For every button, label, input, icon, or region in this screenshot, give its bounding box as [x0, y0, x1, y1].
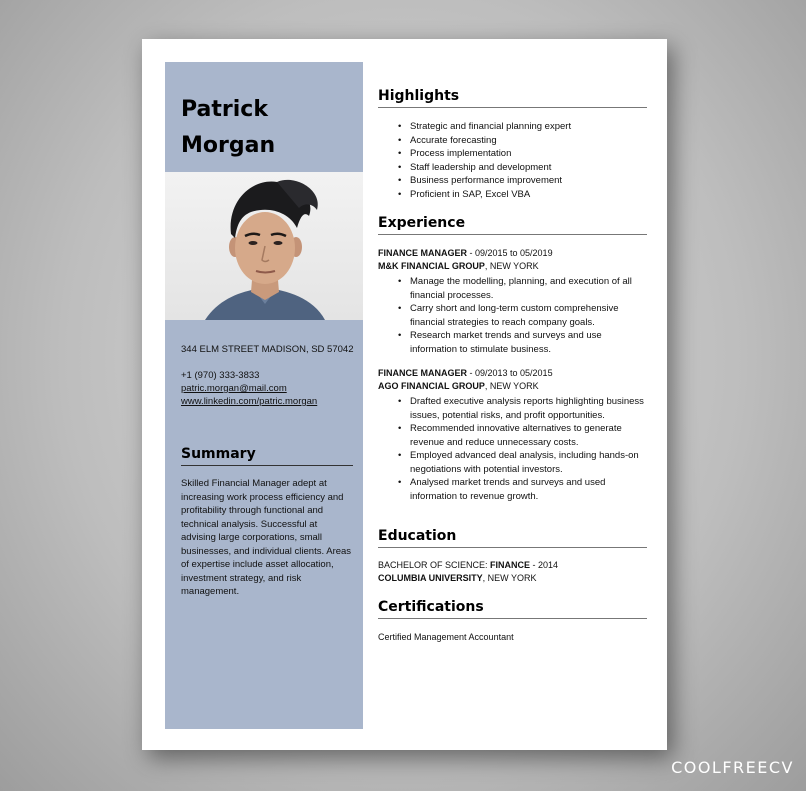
summary-text: Skilled Financial Manager adept at increasing work process efficiency and profitability through functional and technical analysis. Successful at advising large corporations, small businesses, and individual clients. Areas of expertise include asset allocation, investment strategy, and risk management. — [181, 478, 352, 597]
coolfreecv-logo: COOLFREECV — [671, 758, 794, 777]
school-location: , NEW YORK — [482, 573, 537, 583]
phone-number: +1 (970) 333-3833 — [181, 370, 260, 381]
education-school — [378, 572, 537, 585]
job-entry-2 — [378, 367, 648, 393]
resume-sidebar — [165, 62, 363, 729]
list-item: • Analysed market trends and surveys and used information to revenue growth. — [396, 476, 648, 503]
highlights-heading: Highlights — [378, 88, 647, 108]
candidate-first-name: Patrick — [181, 97, 268, 122]
address: 344 ELM STREET MADISON, SD 57042 — [181, 344, 354, 355]
job-title: FINANCE MANAGER — [378, 248, 467, 258]
list-item: • Research market trends and surveys and use information to stimulate business. — [396, 329, 648, 356]
resume-page — [142, 39, 667, 750]
job-company-line — [378, 260, 648, 273]
website-link[interactable] — [181, 396, 356, 408]
profile-portrait-illustration — [165, 172, 363, 320]
list-item: • Carry short and long-term custom comprehensive financial strategies to reach company goals. — [396, 302, 648, 329]
job-title: FINANCE MANAGER — [378, 368, 467, 378]
job-entry-1 — [378, 247, 648, 273]
job-company: AGO FINANCIAL GROUP — [378, 381, 485, 391]
profile-photo — [165, 172, 363, 320]
education-degree — [378, 559, 558, 572]
job-1-bullets — [396, 275, 648, 356]
job-company-line — [378, 380, 648, 393]
certification-item: Certified Management Accountant — [378, 632, 514, 642]
list-item: • Accurate forecasting — [396, 134, 646, 148]
candidate-name — [181, 92, 361, 164]
job-dates: - 09/2013 to 05/2015 — [467, 368, 553, 378]
degree-year: - 2014 — [530, 560, 559, 570]
list-item: • Staff leadership and development — [396, 161, 646, 175]
list-item: • Drafted executive analysis reports highlighting business issues, potential risks, and profit opportunities. — [396, 395, 648, 422]
experience-heading: Experience — [378, 215, 647, 235]
list-item: • Employed advanced deal analysis, including hands-on negotiations with potential investors. — [396, 449, 648, 476]
degree-prefix: BACHELOR OF SCIENCE: — [378, 560, 491, 570]
email-link-text[interactable]: patric.morgan@mail.com — [181, 383, 287, 394]
job-2-bullets — [396, 395, 648, 503]
website-link-text[interactable]: www.linkedin.com/patric.morgan — [181, 396, 318, 407]
list-item: • Recommended innovative alternatives to generate revenue and reduce unnecessary costs. — [396, 422, 648, 449]
list-item: • Proficient in SAP, Excel VBA — [396, 188, 646, 202]
job-location: , NEW YORK — [484, 261, 539, 271]
highlights-list — [396, 120, 646, 201]
summary-heading: Summary — [181, 446, 353, 466]
email-link[interactable] — [181, 383, 356, 395]
school-name: COLUMBIA UNIVERSITY — [378, 573, 483, 583]
list-item: • Manage the modelling, planning, and execution of all financial processes. — [396, 275, 648, 302]
job-title-line — [378, 367, 648, 380]
job-title-line — [378, 247, 648, 260]
candidate-last-name: Morgan — [181, 133, 276, 158]
job-dates: - 09/2015 to 05/2019 — [467, 248, 553, 258]
list-item: • Business performance improvement — [396, 174, 646, 188]
list-item: • Strategic and financial planning expert — [396, 120, 646, 134]
job-location: , NEW YORK — [484, 381, 539, 391]
education-heading: Education — [378, 528, 647, 548]
job-company: M&K FINANCIAL GROUP — [378, 261, 485, 271]
list-item: • Process implementation — [396, 147, 646, 161]
degree-field: FINANCE — [490, 560, 531, 570]
certifications-heading: Certifications — [378, 599, 647, 619]
